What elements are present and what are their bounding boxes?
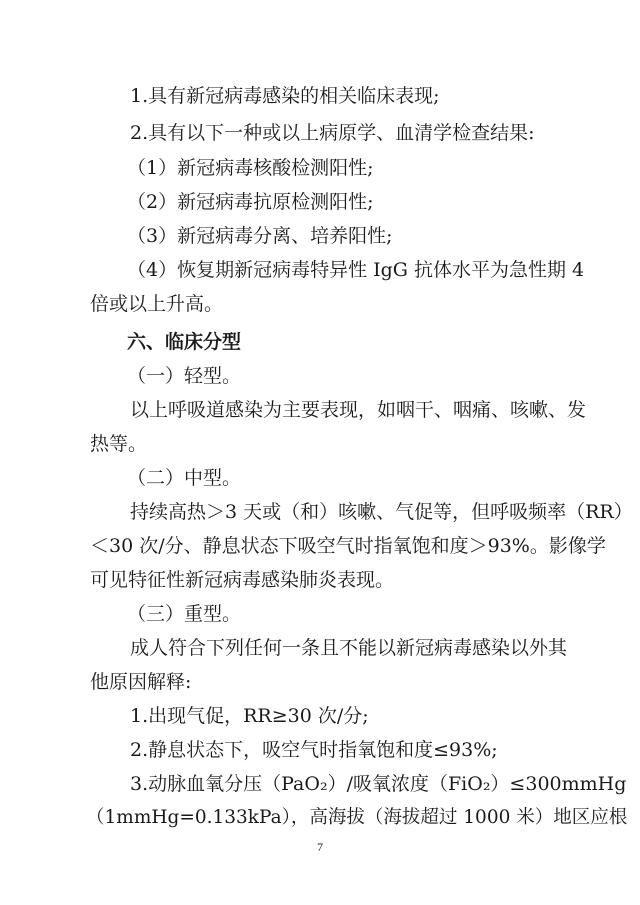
sub-item-1: （1）新冠病毒核酸检测阳性; [127, 157, 374, 179]
page-number: 7 [317, 840, 323, 854]
sub-item-4: （4）恢复期新冠病毒特异性 IgG 抗体水平为急性期 4 [127, 259, 585, 281]
severe-criterion-1: 1.出现气促，RR≥30 次/分; [130, 705, 369, 727]
section-heading-clinical-types: 六、临床分型 [127, 331, 242, 353]
severe-paragraph-line-1: 成人符合下列任何一条且不能以新冠病毒感染以外其 [130, 637, 568, 659]
criteria-item-2: 2.具有以下一种或以上病原学、血清学检查结果: [130, 122, 535, 144]
moderate-paragraph-line-2: ＜30 次/分、静息状态下吸空气时指氧饱和度＞93%。影像学 [90, 535, 606, 557]
mild-paragraph-continued: 热等。 [90, 433, 148, 455]
severe-criterion-3: 3.动脉血氧分压（PaO₂）/吸氧浓度（FiO₂）≤300mmHg [130, 773, 627, 795]
severe-criterion-2: 2.静息状态下，吸空气时指氧饱和度≤93%; [130, 739, 498, 761]
moderate-paragraph-line-1: 持续高热＞3 天或（和）咳嗽、气促等，但呼吸频率（RR） [130, 501, 633, 523]
severe-paragraph-line-2: 他原因解释: [90, 671, 192, 693]
moderate-paragraph-line-3: 可见特征性新冠病毒感染肺炎表现。 [90, 569, 395, 591]
sub-item-3: （3）新冠病毒分离、培养阳性; [127, 225, 393, 247]
sub-item-4-continued: 倍或以上升高。 [90, 293, 224, 315]
subheading-severe: （三）重型。 [127, 603, 242, 625]
sub-item-2: （2）新冠病毒抗原检测阳性; [127, 191, 374, 213]
subheading-mild: （一）轻型。 [127, 365, 242, 387]
criteria-item-1: 1.具有新冠病毒感染的相关临床表现; [130, 85, 440, 107]
mild-paragraph: 以上呼吸道感染为主要表现，如咽干、咽痛、咳嗽、发 [130, 399, 587, 421]
severe-criterion-3-continued: （1mmHg=0.133kPa），高海拔（海拔超过 1000 米）地区应根 [86, 807, 628, 828]
subheading-moderate: （二）中型。 [127, 467, 242, 489]
